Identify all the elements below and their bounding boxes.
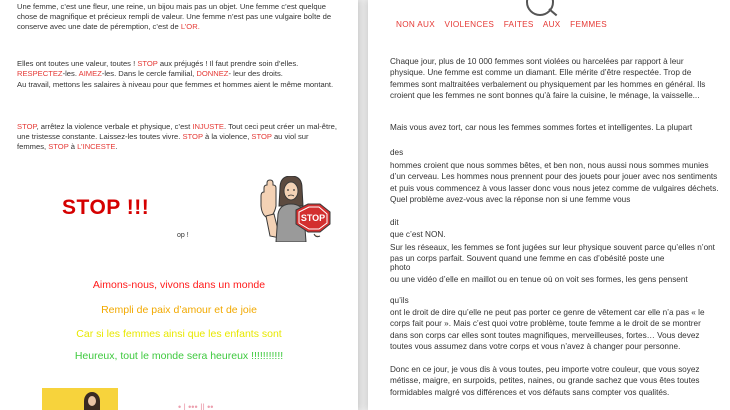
highlight-word: STOP — [17, 122, 37, 131]
rights-paragraph — [17, 59, 327, 79]
photo-face — [88, 396, 96, 406]
intro-text: Une femme, c’est une fleur, une reine, un bijou mais pas un objet. Une femme c’est quelque chose de magnifique et précieux rempli de valeur. Une femme n’est pas une vulgaire boîte de conserve avec une date de péremption, c’est de — [17, 2, 332, 32]
intro-paragraph — [17, 2, 335, 33]
text-segment: aux préjugés ! Il faut prendre soin d’elles. — [157, 59, 299, 68]
stop-title: STOP !!! — [62, 196, 150, 219]
text-segment: , arrêtez la violence verbale et physique, c’est — [36, 122, 193, 131]
woman-photo — [42, 388, 118, 410]
highlight-word: STOP — [182, 132, 203, 142]
article-paragraph: Chaque jour, plus de 10 000 femmes sont violées ou harcelées par rapport à leur physique. Une femme est comme un diamant. Elle mérite d’être respectée. Trop de femmes sont maltraitées verbalement ou physiquement par les hommes en général. Ils croient que les femmes ne sont bonnes qu’à faire la cuisine, le ménage, la vaisselle... — [390, 57, 706, 100]
highlight-word: STOP — [251, 132, 272, 142]
faded-heading: • l ••• Il •• — [178, 402, 214, 410]
intro-red-text: L’OR. — [180, 22, 200, 32]
highlight-word: AIMEZ — [78, 69, 102, 79]
poem-line-1: Aimons-nous, vivons dans un monde — [92, 279, 266, 291]
article-paragraph: des — [390, 148, 404, 157]
woman-stop-sign-illustration — [258, 176, 336, 242]
heading-word: AUX — [542, 20, 561, 29]
article-paragraph: Donc en ce jour, je vous dis à vous toutes, peu importe votre couleur, que vous soyez métisse, maigre, en surpoids, petites, naines, ou grande sachez que vous êtes toutes formidables malgré vos différences et vos défauts sans compter vos qualités. — [390, 365, 700, 397]
article-paragraph: photo — [390, 263, 411, 272]
article-paragraph: hommes croient que nous sommes bêtes, et ben non, nous aussi nous sommes munies d’un cerveau. Les hommes nous prennent pour des jouets pour jouer avec nos sentiments et puis vous commencez à vous lasser donc vous nous jetez comme de vulgaires déchets. Quel problème avez-vous avec la réponse non si une femme vous — [390, 161, 719, 204]
heading-word: VIOLENCES — [444, 20, 495, 29]
left-page — [0, 0, 358, 410]
heading-word: FEMMES — [570, 20, 607, 29]
article-paragraph: qu’ils — [390, 296, 409, 305]
op-text: op ! — [177, 232, 189, 239]
text-segment: Elles ont toutes une valeur, toutes ! — [17, 59, 138, 68]
article-paragraph: Mais vous avez tort, car nous les femmes sommes fortes et intelligentes. La plupart — [390, 123, 693, 132]
highlight-word: DONNEZ — [196, 69, 229, 79]
highlight-word: L’INCESTE — [77, 142, 116, 152]
text-segment: . — [115, 142, 118, 152]
violence-paragraph — [17, 122, 339, 153]
article-paragraph: dit — [390, 218, 399, 227]
page-heading — [396, 20, 614, 29]
text-segment: à — [68, 142, 78, 152]
text-segment: -les. Dans le cercle familial, — [101, 69, 197, 79]
text-segment: . Tout ceci peut créer un mal-être, une tristesse constante. Laissez-les toutes vivre. — [17, 122, 337, 142]
highlight-word: STOP — [48, 142, 69, 152]
poem-line-4: Heureux, tout le monde sera heureux !!!!!!!!!!! — [74, 350, 284, 362]
text-segment: -les. — [62, 69, 79, 79]
text-segment: au viol sur femmes, — [17, 132, 309, 152]
article-paragraph: Sur les réseaux, les femmes se font jugées sur leur physique souvent parce qu’elles n’ont pas un corps parfait. Souvent quand une femme en cas d’obésité poste une — [390, 243, 715, 264]
article-paragraph: que c’est NON. — [390, 230, 446, 239]
salary-line: Au travail, mettons les salaires à niveau pour que femmes et hommes aient le même montant. — [17, 80, 334, 89]
highlight-word: RESPECTEZ — [17, 69, 63, 79]
poem-line-2: Rempli de paix d’amour et de joie — [101, 304, 257, 316]
magnifier-handle — [548, 8, 557, 16]
article-paragraph: ou une vidéo d’elle en maillot ou en tenue où on voit ses formes, les gens pensent — [390, 275, 688, 284]
text-segment: à la violence, — [202, 132, 252, 142]
heading-word: NON AUX — [396, 20, 435, 29]
highlight-word: STOP — [137, 59, 158, 68]
right-page — [368, 0, 730, 410]
poem-line-3: Car si les femmes ainsi que les enfants sont — [76, 328, 282, 340]
stop-sign-text: STOP — [300, 213, 326, 223]
heading-word: FAITES — [503, 20, 534, 29]
text-segment: - leur des droits. — [228, 69, 283, 79]
highlight-word: INJUSTE — [192, 122, 224, 131]
article-paragraph: ont le droit de dire qu’elle ne peut pas porter ce genre de vêtement car elle n’a pas « le corps fait pour ». Mais c’est quoi votre problème, toute femme a le droit de se montrer dans son corps car elles sont toutes magnifiques, merveilleuses, fortes… Vous devez toutes vous assumez dans votre corps et vous n’avez à changer pour personne. — [390, 308, 705, 351]
